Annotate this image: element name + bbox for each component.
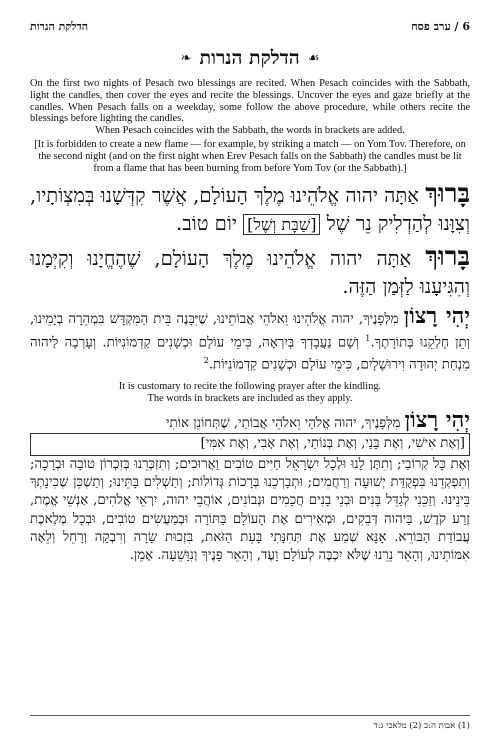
blessing-text: אַתָּה יהוה אֱלֹהֵינוּ מֶלֶךְ הָעוֹלָם, שֶׁהֶחֱיָנוּ וְקִיְּמָנוּ וְהִגִּיעָנוּ לַזְּמַן הַזֶּה. [30, 247, 470, 299]
ornament-right-icon: ☙ [307, 50, 320, 66]
prayer-body: וְאֶת כָּל קְרוֹבַי; וְתִתֶּן לָנוּ וּלְכָל יִשְׂרָאֵל חַיִּים טוֹבִים וַאֲרוּכִים; וְתִזְכְּרֵנוּ בְּזִכְרוֹן טוֹבָה וּבְרָכָה; וְתִפְקְדֵנוּ בִּפְקֻדַּת יְשׁוּעָה וְרַחֲמִים; וּתְבָרְכֵנוּ בְּרָכוֹת גְּדוֹלוֹת; וְתַשְׁלִים בָּתֵּינוּ; וְתַשְׁכֵּן שְׁכִינָתְךָ בֵּינֵינוּ. וְזַכֵּנִי לְגַדֵּל בָּנִים וּבְנֵי בָנִים חֲכָמִים וּנְבוֹנִים, אוֹהֲבֵי יהוה, יִרְאֵי אֱלֹהִים, אַנְשֵׁי אֱמֶת, זֶרַע קֹדֶשׁ, בַּיהוה דְּבֵקִים, וּמְאִירִים אֶת הָעוֹלָם בַּתּוֹרָה וּבְמַעֲשִׂים טוֹבִים, וּבְכָל מְלֶאכֶת עֲבוֹדַת הַבּוֹרֵא. אָנָּא שְׁמַע אֶת תְּחִנָּתִי בָּעֵת הַזֹּאת, בִּזְכוּת שָׂרָה וְרִבְקָה וְרָחֵל וְלֵאָה אִמּוֹתֵינוּ, וְהָאֵר נֵרֵנוּ שֶׁלֹּא יִכְבֶּה לְעוֹלָם וָעֶד, וְהָאֵר פָּנֶיךָ וְנִוָּשֵׁעָה. אָמֵן. [30, 456, 470, 564]
custom-note-line: The words in brackets are included as they apply. [147, 393, 353, 405]
footnote-mark: 1 [365, 333, 371, 343]
prayer-yehi-ratzon-family [30, 407, 470, 565]
blessing-end: יוֹם טוֹב. [176, 212, 237, 236]
ornament-left-icon: ❧ [180, 50, 192, 66]
footnote-mark: 2 [203, 356, 209, 366]
instructions [30, 78, 470, 174]
instruction-brackets-note: When Pesach coincides with the Sabbath, the words in brackets are added. [95, 125, 405, 137]
bracket-shabbat: [שַׁבָּת וְשֶׁל] [243, 214, 320, 235]
blessing-candles [30, 180, 470, 239]
running-header-left: 6 / ערב פסח [411, 20, 470, 33]
page [30, 20, 470, 565]
prayer-text-cont: וְשָׁם נַעֲבָדְךָ בְּיִרְאָה, כִּימֵי עוֹלָם וּכְשָׁנִים קַדְמוֹנִיּוֹת. וְעָרְבָה לַיהוה מִנְחַת יְהוּדָה וִירוּשָׁלָיִם, כִּימֵי עוֹלָם וּכְשָׁנִים קַדְמוֹנִיּוֹת. [30, 335, 470, 373]
running-header [30, 20, 470, 36]
blessing-lead-word: בָּרוּךְ [425, 179, 470, 210]
instruction-paragraph: On the first two nights of Pesach two blessings are recited. When Pesach coincides with the Sabbath, light the candles, then cover the eyes and recite the blessings. Uncover the eyes and gaze briefly at the candles. When Pesach falls on a weekday, some follow the above procedure, while others recite the blessings before lighting the candles. [30, 78, 470, 125]
blessing-lead-word: בָּרוּךְ [425, 242, 470, 273]
prayer-lead-words: יְהִי רָצוֹן [403, 303, 471, 330]
blessing-text: אַתָּה יהוה אֱלֹהֵינוּ מֶלֶךְ הָעוֹלָם, אֲשֶׁר קִדְּשָׁנוּ בְּמִצְוֹתָיו, וְצִוָּנוּ לְהַדְלִיק נֵר שֶׁל [30, 184, 470, 236]
title-block [30, 46, 470, 70]
prayer-yehi-ratzon-temple [30, 303, 471, 375]
instruction-flame-note: [It is forbidden to create a new flame — for example, by striking a match — on Yom Tov. Therefore, on the second night (and on the first night when Erev Pesach falls on the Sabbath) the candles must be lit from a flame that has been burning from before Yom Tov (or the Sabbath).] [34, 138, 466, 174]
blessing-shehecheyanu [30, 243, 470, 301]
prayer-lead-words: יְהִי רָצוֹן [404, 407, 470, 434]
prayer-text: מִלְּפָנֶיךָ, יהוה אֱלֹהֵינוּ וֵאלֹהֵי אֲבוֹתֵינוּ, שֶׁיִּבָּנֶה בֵּית הַמִּקְדָּשׁ בִּמְהֵרָה בְיָמֵינוּ, וְתֵן חֶלְקֵנוּ בְּתוֹרָתֶךָ. [30, 312, 470, 351]
running-header-right: הדלקת הנרות [30, 20, 89, 33]
section-title: הדלקת הנרות [199, 46, 300, 69]
footnotes: (1) אבות ה:כ (2) מלאכי ג:ד [30, 715, 470, 731]
prayer-first-line: מִלְּפָנֶיךָ, יהוה אֱלֹהַי וֵאלֹהֵי אֲבוֹתַי, שֶׁתְּחוֹנֵן אוֹתִי [165, 416, 401, 432]
bracket-family-box: [וְאֶת אִישִׁי, וְאֶת בָּנַי, וְאֶת בְּנוֹתַי, וְאֶת אָבִי, וְאֶת אִמִּי] [30, 433, 470, 455]
custom-note [30, 381, 470, 405]
custom-note-line: It is customary to recite the following prayer after the kindling. [118, 381, 382, 393]
